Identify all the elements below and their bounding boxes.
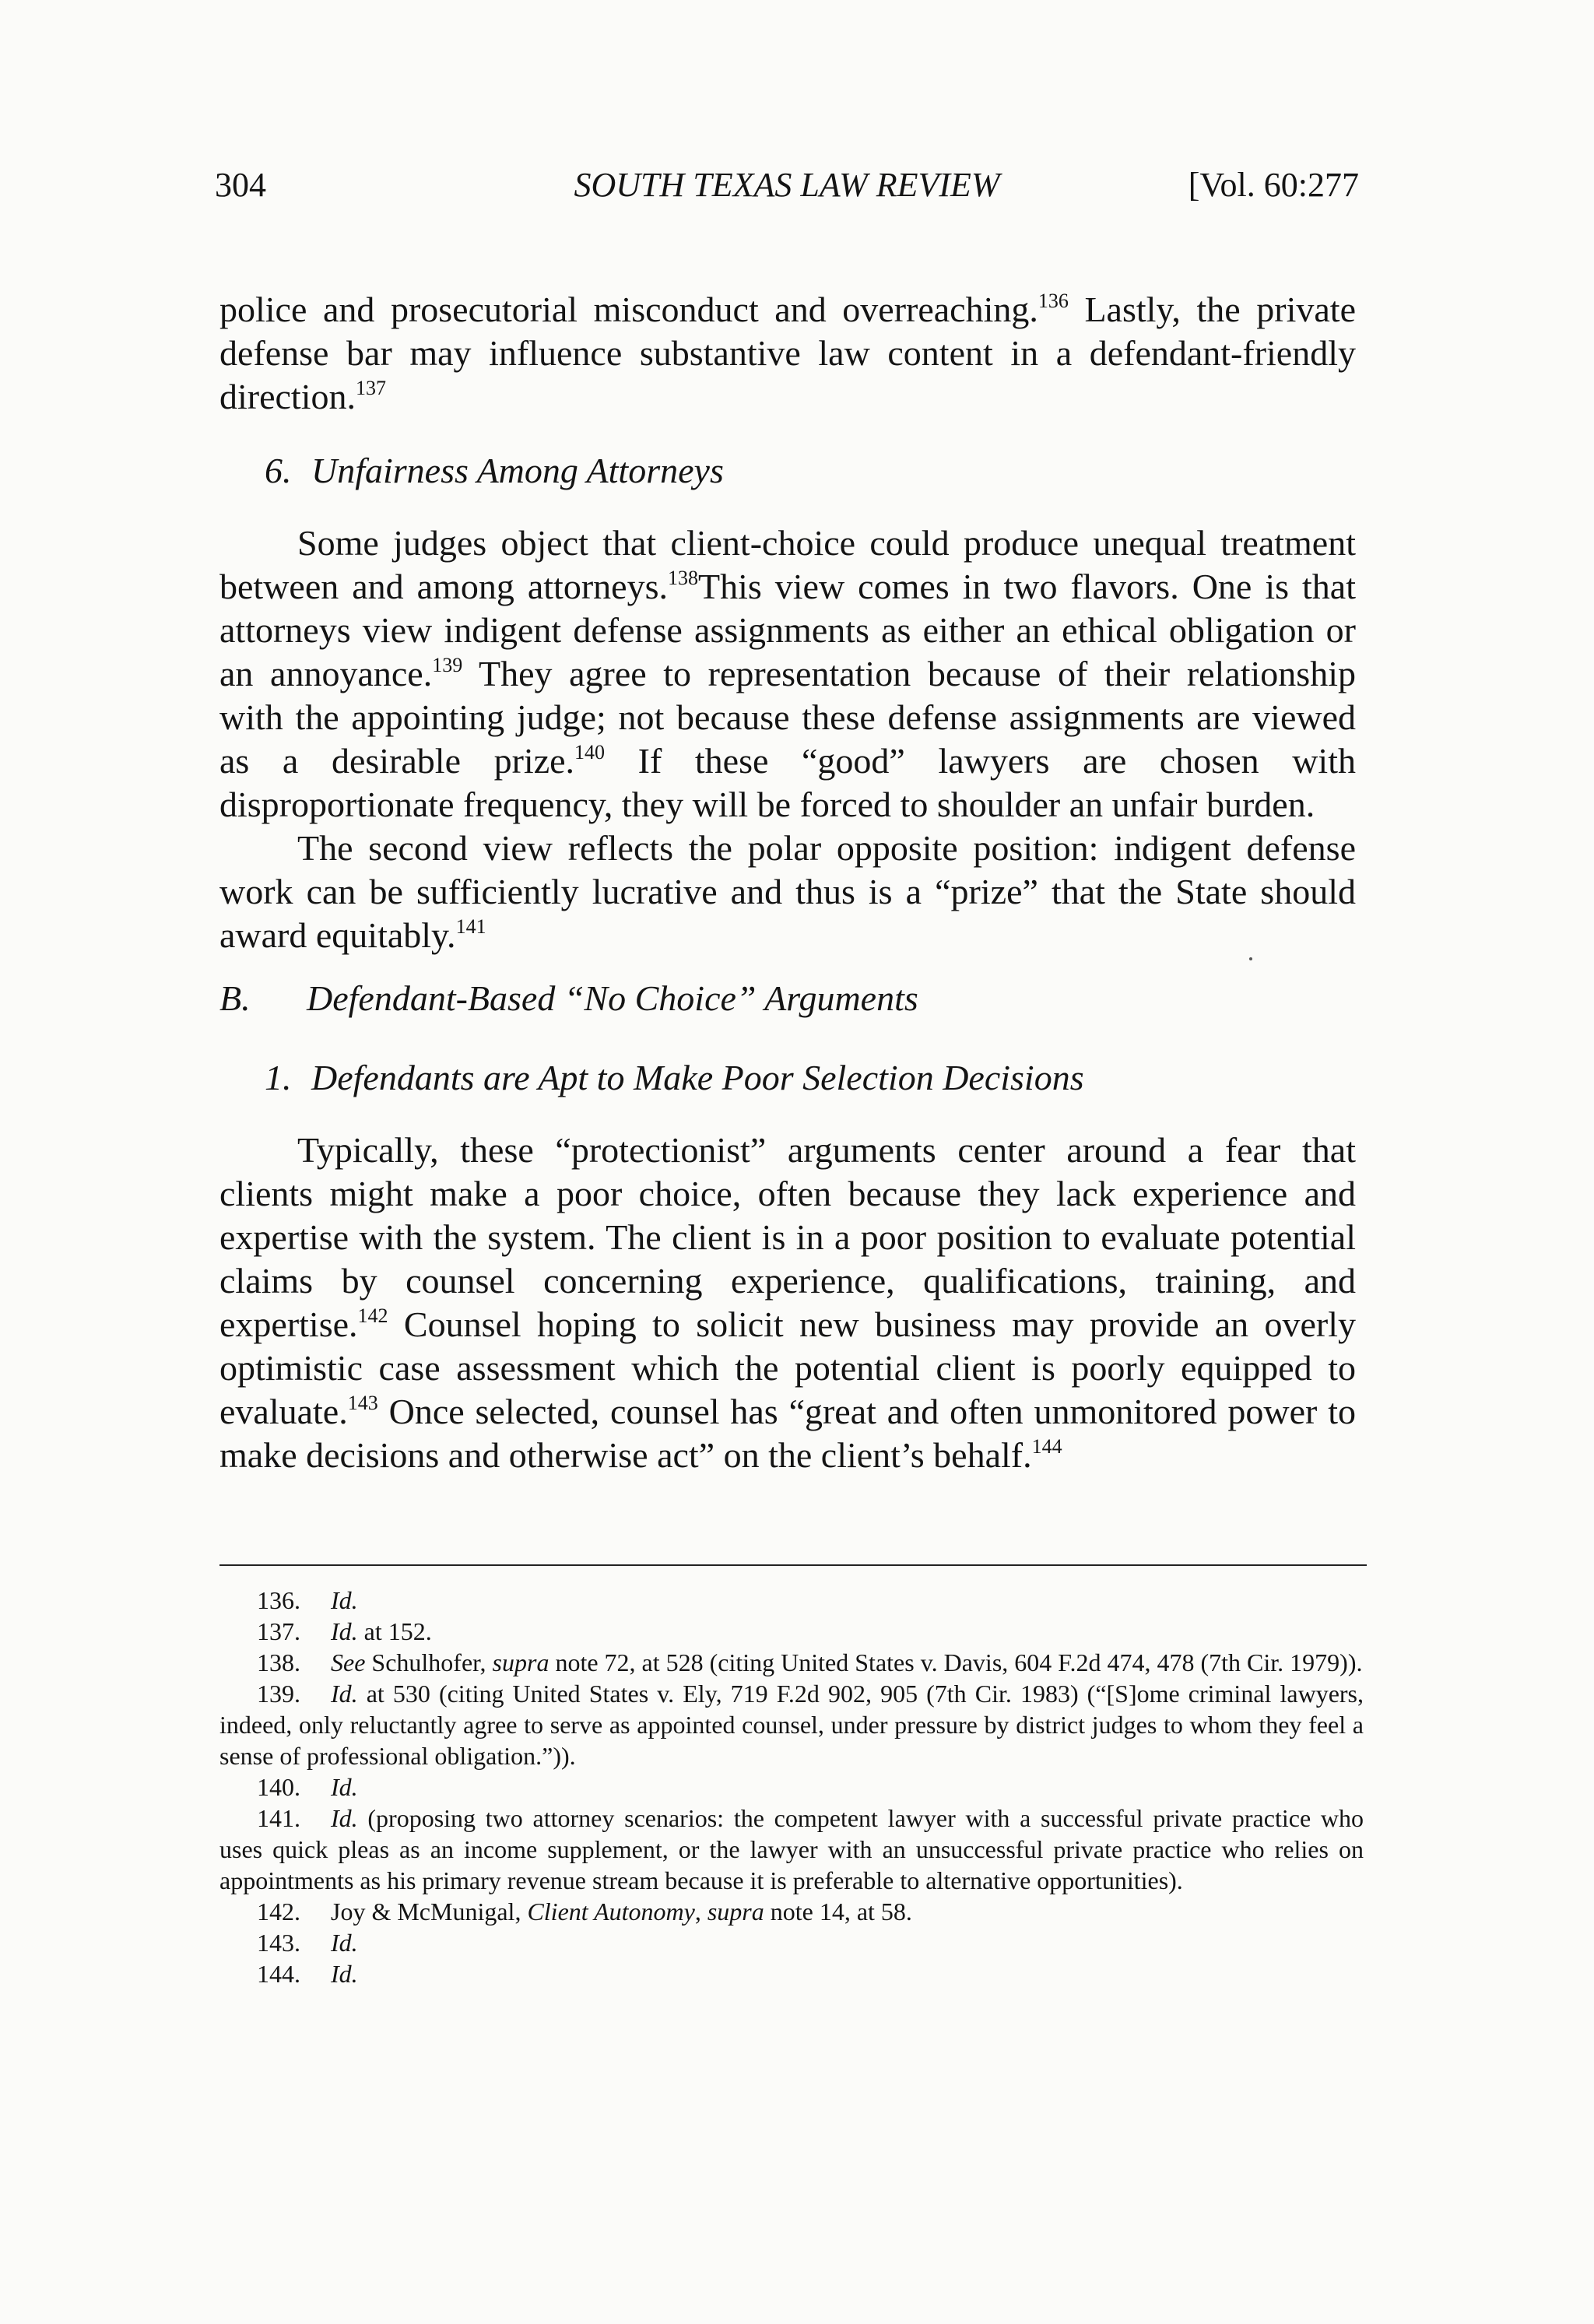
heading-unfairness-among-attorneys	[265, 450, 724, 491]
paragraph-continuation: police and prosecutorial misconduct and overreaching.$^{136}$ Lastly, the private defense bar may influence substantive law content in a defendant-friendly direction.$^{137}$	[219, 290, 1356, 416]
heading-poor-selection-decisions	[265, 1057, 1084, 1098]
page-number: 304	[215, 166, 266, 204]
footnote-138: 138. See Schulhofer, supra note 72, at 528 (citing United States v. Davis, 604 F.2d 474, 478 (7th Cir. 1979)).	[257, 1648, 1363, 1676]
footnote-ref-139[interactable]: 139	[432, 654, 463, 676]
footnote-142: 142. Joy & McMunigal, Client Autonomy, supra note 14, at 58.	[257, 1897, 912, 1926]
footnote-136: 136. Id.	[257, 1586, 358, 1614]
heading-title: Unfairness Among Attorneys	[311, 451, 724, 490]
running-header	[215, 165, 1359, 212]
footnote-divider	[219, 1564, 1367, 1566]
footnote-143: 143. Id.	[257, 1929, 358, 1957]
heading-title: Defendants are Apt to Make Poor Selection Decisions	[311, 1058, 1084, 1097]
journal-title: SOUTH TEXAS LAW REVIEW	[574, 166, 1000, 204]
footnotes	[219, 1585, 1364, 1989]
footnote-ref-136[interactable]: 136	[1038, 290, 1069, 312]
footnote-ref-143[interactable]: 143	[347, 1392, 378, 1414]
paragraph-second-view: The second view reflects the polar opposite position: indigent defense work can be sufficiently lucrative and thus is a “prize” that the State should award equitably.$^{141}$	[219, 828, 1356, 955]
heading-label: 1.	[265, 1058, 292, 1097]
footnote-ref-142[interactable]: 142	[357, 1304, 388, 1327]
footnote-137: 137. Id. at 152.	[257, 1617, 432, 1645]
footnote-144: 144. Id.	[257, 1960, 358, 1988]
scan-speck	[1249, 957, 1252, 960]
footnote-139: 139. Id. at 530 (citing United States v. Ely, 719 F.2d 902, 905 (7th Cir. 1983) (“[S]ome criminal lawyers, indeed, only reluctantly agree to serve as appointed counsel, under pressure by district judges to whom they feel a sense of professional obligation.”)).	[219, 1680, 1364, 1770]
footnote-ref-141[interactable]: 141	[455, 915, 486, 938]
heading-defendant-based-arguments	[219, 978, 918, 1019]
footnote-141: 141. Id. (proposing two attorney scenarios: the competent lawyer with a successful private practice who uses quick pleas as an income supplement, or the lawyer with an unsuccessful private practice who relies on appointments as his primary revenue stream because it is preferable to alternative opportunities).	[219, 1804, 1364, 1894]
heading-label: B.	[219, 978, 251, 1018]
footnote-ref-140[interactable]: 140	[574, 741, 606, 764]
footnote-140: 140. Id.	[257, 1773, 358, 1801]
heading-label: 6.	[265, 451, 292, 490]
volume-citation: [Vol. 60:277	[1188, 166, 1359, 204]
footnote-ref-138[interactable]: 138	[667, 567, 698, 589]
paragraph-unfairness: Some judges object that client-choice could produce unequal treatment between and among attorneys.$^{138}$This view comes in two flavors. One is that attorneys view indigent defense assignments as either an ethical obligation or an annoyance.$^{139}$ They agree to representation because of their relationship with the appointing judge; not because these defense assignments are viewed as a desirable prize.$^{140}$ If these “good” lawyers are chosen with disproportionate frequency, they will be forced to shoulder an unfair burden. The second view reflects the polar opposite position: indigent defense work can be sufficiently lucrative and thus is a “prize” that the State should award equitably.$^{141}$	[219, 521, 1356, 957]
footnote-ref-137[interactable]: 137	[356, 377, 386, 399]
paragraph-protectionist: Typically, these “protectionist” arguments center around a fear that clients might make a poor choice, often because they lack experience and expertise with the system. The client is in a poor position to evaluate potential claims by counsel concerning experience, qualifications, training, and expertise.$^{142}$ Counsel hoping to solicit new business may provide an overly optimistic case assessment which the potential client is poorly equipped to evaluate.$^{143}$ Once selected, counsel has “great and often unmonitored power to make decisions and otherwise act” on the client’s behalf.$^{144}$	[219, 1130, 1356, 1475]
heading-title: Defendant-Based “No Choice” Arguments	[307, 978, 918, 1018]
footnote-ref-144[interactable]: 144	[1031, 1435, 1062, 1458]
